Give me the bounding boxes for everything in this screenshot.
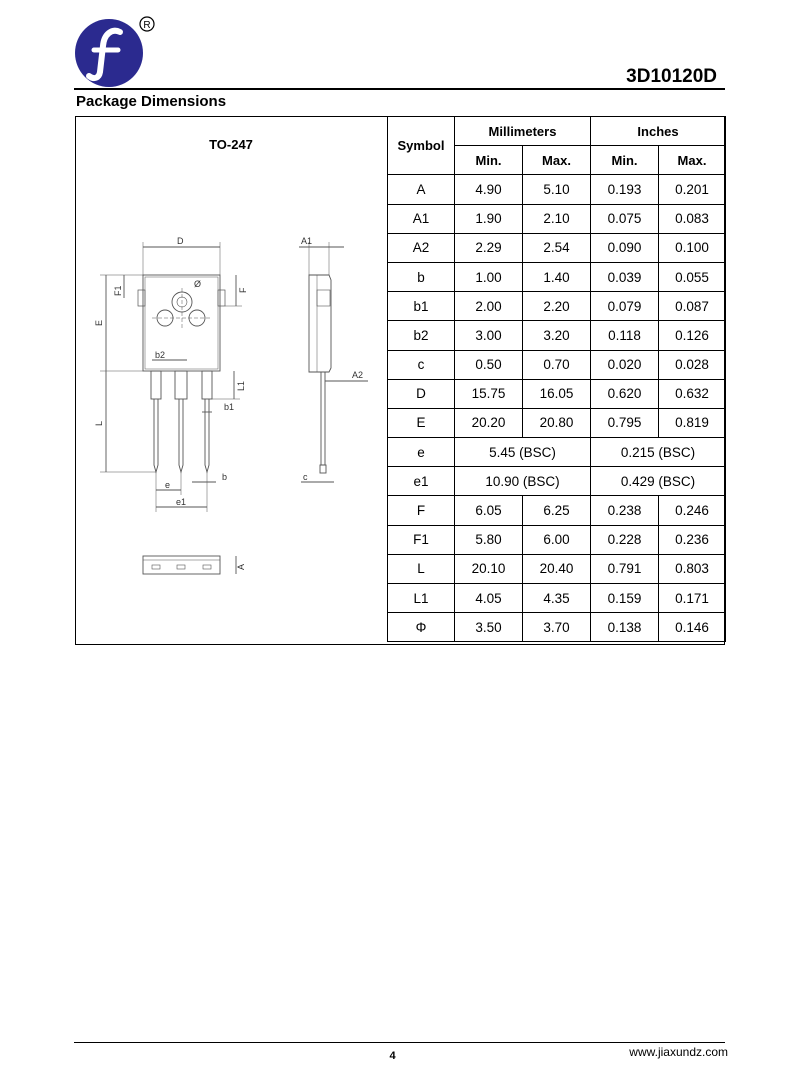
mm-bsc-cell: 10.90 (BSC) xyxy=(455,467,591,496)
symbol-cell: F xyxy=(388,496,455,525)
mm-max-cell: 4.35 xyxy=(523,584,591,613)
in-min-cell: 0.138 xyxy=(591,613,659,642)
in-max-cell: 0.055 xyxy=(659,262,726,291)
mm-max-cell: 3.20 xyxy=(523,321,591,350)
drawing-label-L1: L1 xyxy=(236,380,246,391)
dimensions-table xyxy=(387,116,726,642)
in-max-cell: 0.803 xyxy=(659,554,726,583)
package-name: TO-247 xyxy=(209,137,253,152)
company-logo-icon xyxy=(74,14,156,88)
svg-text:R: R xyxy=(143,20,151,31)
mm-min-cell: 2.29 xyxy=(455,233,523,262)
in-min-cell: 0.075 xyxy=(591,204,659,233)
drawing-label-c: c xyxy=(303,472,308,482)
in-min-cell: 0.795 xyxy=(591,408,659,437)
symbol-cell: b1 xyxy=(388,292,455,321)
drawing-label-A1: A1 xyxy=(301,236,313,246)
table-row xyxy=(388,292,726,321)
footer-divider xyxy=(74,1042,725,1043)
mm-min-cell: 4.05 xyxy=(455,584,523,613)
symbol-cell: D xyxy=(388,379,455,408)
mm-min-cell: 20.20 xyxy=(455,408,523,437)
mm-min-cell: 3.00 xyxy=(455,321,523,350)
package-outline-drawing xyxy=(76,160,386,600)
in-min-cell: 0.193 xyxy=(591,175,659,204)
in-max-cell: 0.246 xyxy=(659,496,726,525)
in-max-cell: 0.171 xyxy=(659,584,726,613)
mm-min-header: Min. xyxy=(455,146,523,175)
table-row xyxy=(388,438,726,467)
symbol-cell: A1 xyxy=(388,204,455,233)
mm-min-cell: 5.80 xyxy=(455,525,523,554)
in-max-cell: 0.087 xyxy=(659,292,726,321)
in-max-cell: 0.236 xyxy=(659,525,726,554)
table-row xyxy=(388,525,726,554)
in-min-cell: 0.159 xyxy=(591,584,659,613)
drawing-label-b: b xyxy=(222,472,228,482)
drawing-label-b1: b1 xyxy=(224,402,235,412)
part-number: 3D10120D xyxy=(626,66,717,87)
table-row xyxy=(388,554,726,583)
mm-max-header: Max. xyxy=(523,146,591,175)
mm-min-cell: 15.75 xyxy=(455,379,523,408)
mm-max-cell: 20.40 xyxy=(523,554,591,583)
in-min-cell: 0.020 xyxy=(591,350,659,379)
drawing-label-E: E xyxy=(94,319,104,326)
website-link[interactable]: www.jiaxundz.com xyxy=(629,1045,728,1059)
table-row xyxy=(388,613,726,642)
in-min-cell: 0.228 xyxy=(591,525,659,554)
mm-max-cell: 16.05 xyxy=(523,379,591,408)
mm-min-cell: 1.90 xyxy=(455,204,523,233)
table-row xyxy=(388,175,726,204)
symbol-cell: e xyxy=(388,438,455,467)
mm-min-cell: 6.05 xyxy=(455,496,523,525)
mm-max-cell: 2.20 xyxy=(523,292,591,321)
mm-max-cell: 6.25 xyxy=(523,496,591,525)
in-max-cell: 0.083 xyxy=(659,204,726,233)
symbol-cell: A xyxy=(388,175,455,204)
table-row xyxy=(388,408,726,437)
in-max-cell: 0.201 xyxy=(659,175,726,204)
mm-min-cell: 3.50 xyxy=(455,613,523,642)
in-max-cell: 0.146 xyxy=(659,613,726,642)
table-row xyxy=(388,204,726,233)
symbol-header: Symbol xyxy=(388,117,455,175)
in-min-cell: 0.791 xyxy=(591,554,659,583)
drawing-label-D: D xyxy=(177,236,184,246)
table-row xyxy=(388,467,726,496)
in-min-cell: 0.620 xyxy=(591,379,659,408)
in-max-header: Max. xyxy=(659,146,726,175)
mm-min-cell: 1.00 xyxy=(455,262,523,291)
table-row xyxy=(388,584,726,613)
symbol-cell: L1 xyxy=(388,584,455,613)
symbol-cell: A2 xyxy=(388,233,455,262)
symbol-cell: e1 xyxy=(388,467,455,496)
in-max-cell: 0.126 xyxy=(659,321,726,350)
in-max-cell: 0.632 xyxy=(659,379,726,408)
symbol-cell: L xyxy=(388,554,455,583)
table-row xyxy=(388,262,726,291)
in-min-cell: 0.238 xyxy=(591,496,659,525)
section-title: Package Dimensions xyxy=(76,93,227,110)
table-row xyxy=(388,350,726,379)
mm-min-cell: 20.10 xyxy=(455,554,523,583)
mm-max-cell: 6.00 xyxy=(523,525,591,554)
mm-max-cell: 2.10 xyxy=(523,204,591,233)
symbol-cell: E xyxy=(388,408,455,437)
mm-bsc-cell: 5.45 (BSC) xyxy=(455,438,591,467)
mm-max-cell: 5.10 xyxy=(523,175,591,204)
symbol-cell: Φ xyxy=(388,613,455,642)
symbol-cell: b xyxy=(388,262,455,291)
mm-min-cell: 0.50 xyxy=(455,350,523,379)
table-row xyxy=(388,496,726,525)
in-bsc-cell: 0.215 (BSC) xyxy=(591,438,726,467)
drawing-label-e: e xyxy=(165,480,171,490)
millimeters-header: Millimeters xyxy=(455,117,591,146)
in-min-header: Min. xyxy=(591,146,659,175)
in-min-cell: 0.118 xyxy=(591,321,659,350)
header-divider xyxy=(74,88,725,90)
page-number: 4 xyxy=(389,1050,396,1062)
mm-max-cell: 20.80 xyxy=(523,408,591,437)
table-row xyxy=(388,321,726,350)
drawing-label-F: F xyxy=(238,287,248,293)
mm-min-cell: 2.00 xyxy=(455,292,523,321)
symbol-cell: c xyxy=(388,350,455,379)
symbol-cell: b2 xyxy=(388,321,455,350)
in-min-cell: 0.090 xyxy=(591,233,659,262)
in-min-cell: 0.039 xyxy=(591,262,659,291)
inches-header: Inches xyxy=(591,117,726,146)
in-min-cell: 0.079 xyxy=(591,292,659,321)
in-bsc-cell: 0.429 (BSC) xyxy=(591,467,726,496)
drawing-label-A2: A2 xyxy=(352,370,364,380)
drawing-label-A: A xyxy=(236,563,246,570)
symbol-cell: F1 xyxy=(388,525,455,554)
drawing-label-b2: b2 xyxy=(155,350,166,360)
table-row xyxy=(388,233,726,262)
mm-max-cell: 0.70 xyxy=(523,350,591,379)
in-max-cell: 0.819 xyxy=(659,408,726,437)
drawing-label-diameter: Ø xyxy=(194,279,202,289)
mm-max-cell: 1.40 xyxy=(523,262,591,291)
mm-min-cell: 4.90 xyxy=(455,175,523,204)
in-max-cell: 0.100 xyxy=(659,233,726,262)
in-max-cell: 0.028 xyxy=(659,350,726,379)
table-row xyxy=(388,379,726,408)
mm-max-cell: 3.70 xyxy=(523,613,591,642)
drawing-label-L: L xyxy=(94,420,104,426)
mm-max-cell: 2.54 xyxy=(523,233,591,262)
drawing-label-F1: F1 xyxy=(113,285,123,296)
drawing-label-e1: e1 xyxy=(176,497,187,507)
